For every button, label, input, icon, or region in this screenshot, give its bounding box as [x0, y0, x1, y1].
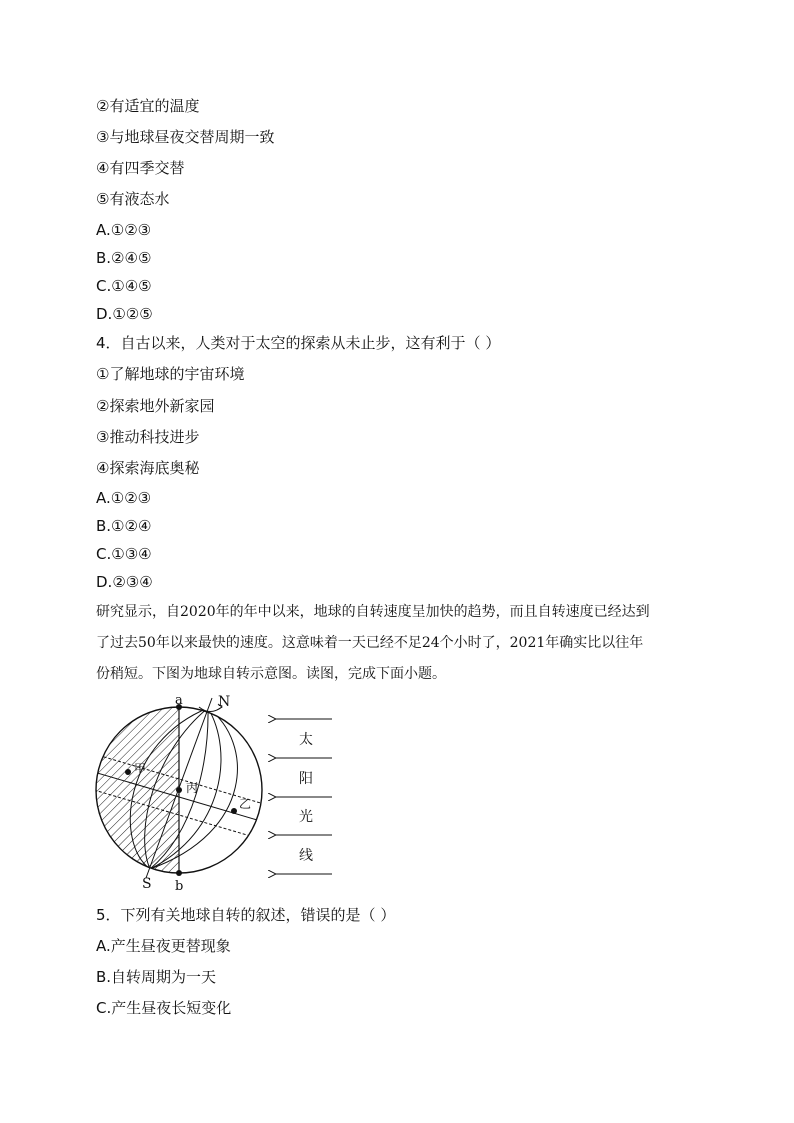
point-b	[176, 870, 182, 876]
q3-option-c: C.①④⑤	[96, 277, 152, 295]
sunlight-char-1: 太	[299, 732, 313, 748]
q5-stem: 5．下列有关地球自转的叙述，错误的是（ ）	[96, 906, 396, 924]
q3-option-a: A.①②③	[96, 221, 152, 239]
q4-item-2: ②探索地外新家园	[96, 397, 215, 415]
passage	[96, 597, 702, 690]
passage-line-2: 了过去50年以来最快的速度。这意味着一天已经不足24个小时了，2021年确实比以往年	[96, 635, 644, 651]
q5-option-b: B.自转周期为一天	[96, 968, 217, 986]
q4-item-3: ③推动科技进步	[96, 428, 200, 446]
q3-item-5: ⑤有液态水	[96, 190, 170, 208]
q3-option-d: D.①②⑤	[96, 305, 153, 323]
sunlight-char-4: 线	[299, 848, 313, 864]
label-s: S	[142, 876, 152, 892]
label-a: a	[175, 693, 183, 708]
point-yi	[231, 808, 237, 814]
q4-option-a: A.①②③	[96, 489, 152, 507]
q4-item-1: ①了解地球的宇宙环境	[96, 365, 245, 383]
q5-option-c: C.产生昼夜长短变化	[96, 999, 232, 1017]
earth-rotation-diagram	[94, 692, 344, 892]
q4-option-c: C.①③④	[96, 545, 152, 563]
q3-item-2: ②有适宜的温度	[96, 97, 200, 115]
q3-option-b: B.②④⑤	[96, 249, 152, 267]
label-n: N	[218, 694, 231, 710]
label-bing: 丙	[186, 781, 199, 795]
q3-item-4: ④有四季交替	[96, 159, 185, 177]
q4-item-4: ④探索海底奥秘	[96, 459, 200, 477]
q5-option-a: A.产生昼夜更替现象	[96, 937, 231, 955]
q3-item-3: ③与地球昼夜交替周期一致	[96, 128, 275, 146]
q4-option-b: B.①②④	[96, 517, 152, 535]
label-yi: 乙	[239, 797, 252, 811]
q4-option-d: D.②③④	[96, 573, 153, 591]
passage-line-3: 份稍短。下图为地球自转示意图。读图，完成下面小题。	[96, 666, 446, 682]
point-bing	[176, 787, 182, 793]
sunlight-char-2: 阳	[299, 771, 313, 787]
sunlight-char-3: 光	[299, 809, 313, 825]
point-jia	[125, 769, 131, 775]
passage-line-1: 研究显示，自2020年的年中以来，地球的自转速度呈加快的趋势，而且自转速度已经达到	[96, 604, 650, 620]
label-jia: 甲	[134, 762, 147, 776]
q4-stem: 4．自古以来，人类对于太空的探索从未止步，这有利于（ ）	[96, 334, 501, 352]
label-b: b	[175, 879, 184, 892]
